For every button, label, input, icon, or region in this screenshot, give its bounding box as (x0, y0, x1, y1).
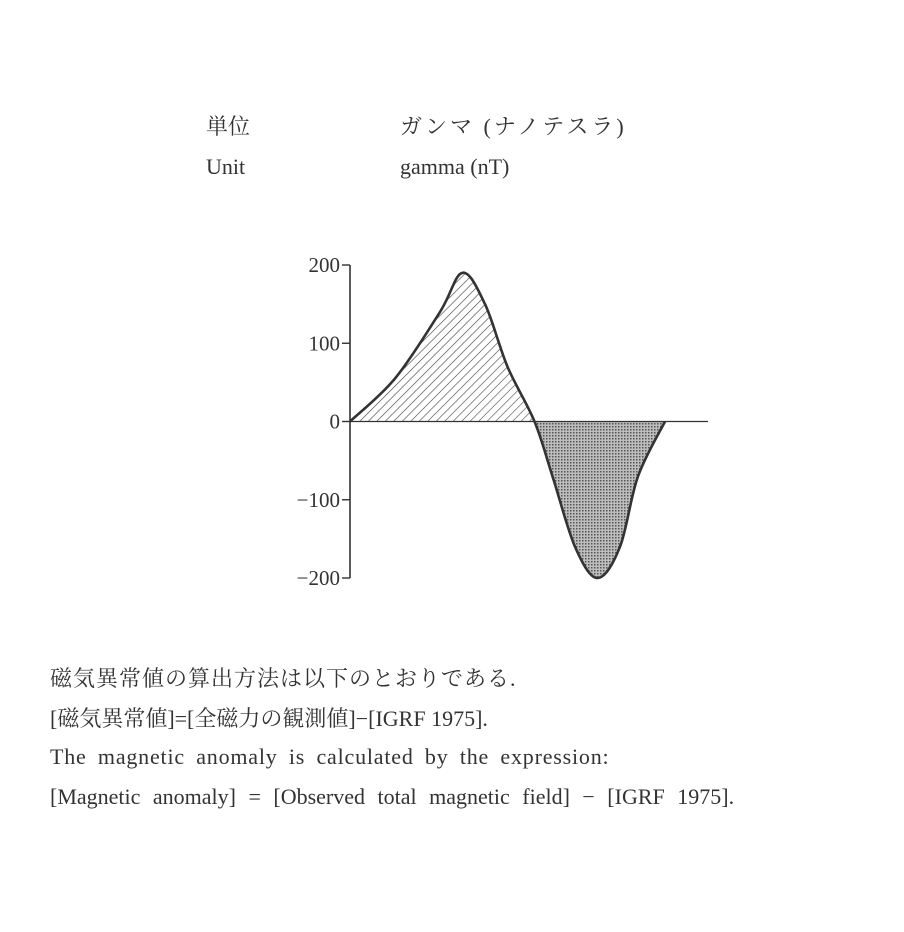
y-tick-label: 0 (329, 409, 340, 434)
plot-area (297, 253, 708, 590)
note-method-en: The magnetic anomaly is calculated by the expression: (50, 744, 610, 769)
y-tick-label: 200 (308, 253, 340, 277)
positive-anomaly-fill (350, 273, 535, 422)
note-method-ja: 磁気異常値の算出方法は以下のとおりである. (50, 666, 517, 691)
unit-value-en: gamma (nT) (400, 154, 510, 179)
y-tick-label: −200 (296, 566, 340, 590)
note-formula-en: [Magnetic anomaly] = [Observed total magnetic field] − [IGRF 1975]. (50, 784, 735, 809)
negative-anomaly-fill (535, 422, 666, 579)
unit-value-ja: ガンマ (ナノテスラ) (400, 114, 627, 139)
y-tick-label: −100 (296, 487, 340, 512)
unit-label-ja: 単位 (206, 114, 251, 139)
note-formula-ja: [磁気異常値]=[全磁力の観測値]−[IGRF 1975]. (50, 706, 488, 731)
unit-label-en: Unit (206, 154, 246, 179)
y-tick-label: 100 (308, 331, 340, 356)
